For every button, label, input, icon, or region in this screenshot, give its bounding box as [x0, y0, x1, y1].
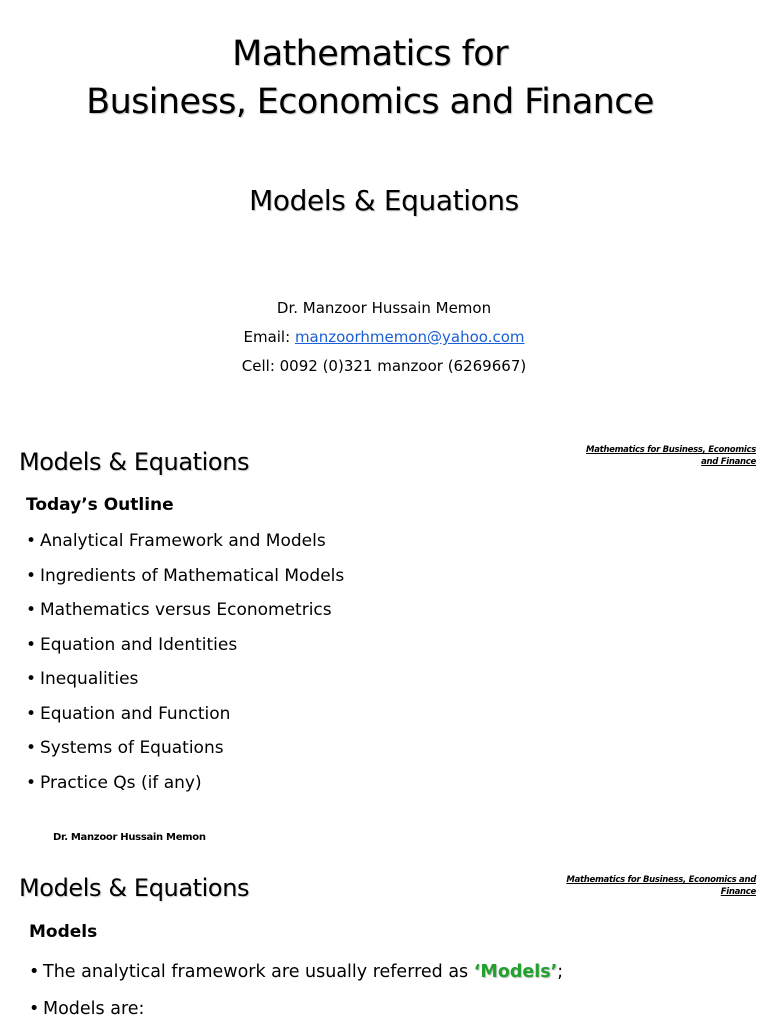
author-name: Dr. Manzoor Hussain Memon	[276, 299, 492, 317]
presentation-subtitle: Models & Equations	[249, 184, 519, 217]
title-slide	[0, 0, 768, 420]
cell-line: Cell: 0092 (0)321 manzoor (6269667)	[241, 357, 527, 375]
course-tag-line-1: Mathematics for Business, Economics	[586, 445, 756, 455]
presentation-title	[0, 30, 740, 126]
title-line-1: Mathematics for	[232, 34, 508, 74]
models-list	[29, 954, 563, 1028]
list-item-text: Mathematics versus Econometrics	[40, 600, 332, 620]
list-item-text: Equation and Identities	[40, 634, 238, 655]
bullet-icon: •	[26, 772, 37, 793]
bullet-icon: •	[26, 531, 37, 551]
email-label: Email:	[243, 328, 295, 346]
course-tag-line-1: Mathematics for Business, Economics and	[566, 875, 756, 885]
slide-heading: Models & Equations	[19, 448, 250, 476]
course-tag-line-2: and Finance	[701, 457, 756, 467]
course-tag	[546, 874, 756, 898]
list-item	[26, 697, 344, 732]
course-tag-line-2: Finance	[720, 887, 756, 897]
email-link[interactable]: manzoorhmemon@yahoo.com	[294, 328, 525, 346]
footer-author: Dr. Manzoor Hussain Memon	[53, 832, 206, 843]
title-line-2: Business, Economics and Finance	[86, 82, 654, 122]
outline-list	[26, 524, 344, 800]
bullet-icon: •	[26, 703, 37, 724]
list-item-text: Ingredients of Mathematical Models	[40, 565, 345, 586]
bullet-icon: •	[26, 634, 37, 655]
author-info	[0, 294, 768, 381]
list-item	[29, 954, 563, 991]
list-item-text: Analytical Framework and Models	[40, 531, 326, 551]
section-heading: Models	[29, 922, 98, 942]
list-item	[26, 559, 344, 594]
slide-heading: Models & Equations	[19, 874, 250, 902]
outline-slide	[0, 420, 768, 850]
highlighted-term: ‘Models’	[473, 962, 558, 982]
outline-heading: Today’s Outline	[26, 495, 174, 515]
list-item	[26, 766, 344, 801]
list-item-text: Equation and Function	[40, 703, 231, 724]
list-item-suffix: ;	[557, 962, 564, 982]
bullet-icon: •	[26, 565, 37, 586]
bullet-icon: •	[26, 738, 37, 758]
bullet-icon: •	[29, 999, 40, 1019]
list-item	[26, 662, 344, 697]
list-item	[26, 524, 344, 559]
list-item-text: The analytical framework are usually referred as	[43, 962, 474, 982]
bullet-icon: •	[26, 600, 37, 620]
list-item	[26, 731, 344, 766]
course-tag	[556, 444, 756, 468]
bullet-icon: •	[29, 962, 40, 982]
list-item	[26, 593, 344, 628]
list-item-text: Systems of Equations	[40, 738, 224, 758]
list-item	[26, 628, 344, 663]
email-line	[0, 323, 768, 352]
models-slide	[0, 850, 768, 1024]
list-item-text: Inequalities	[40, 669, 139, 689]
bullet-icon: •	[26, 669, 37, 689]
list-item	[29, 991, 563, 1028]
list-item-text: Practice Qs (if any)	[40, 772, 202, 793]
list-item-text: Models are:	[43, 999, 145, 1019]
